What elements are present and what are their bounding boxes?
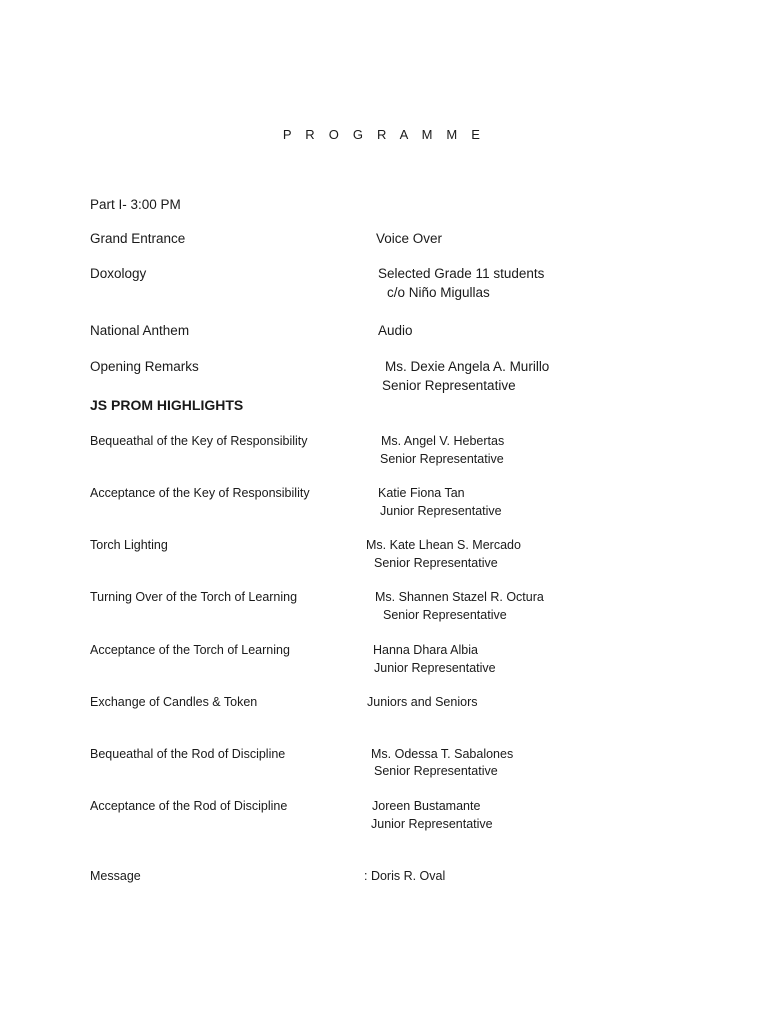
section-heading: JS PROM HIGHLIGHTS <box>90 397 244 413</box>
highlight-item-event: Message <box>90 869 141 883</box>
highlight-item-presenter: Juniors and Seniors <box>367 695 478 709</box>
programme-title: P R O G R A M M E <box>282 127 486 142</box>
highlight-item-presenter: Katie Fiona Tan <box>378 486 465 500</box>
program-item-event: Grand Entrance <box>90 231 186 246</box>
highlight-item-presenter: Joreen Bustamante <box>372 799 481 813</box>
highlight-item-presenter: Ms. Kate Lhean S. Mercado <box>366 538 521 552</box>
highlight-item-event: Bequeathal of the Rod of Discipline <box>90 747 286 761</box>
highlight-item-presenter: Ms. Angel V. Hebertas <box>381 434 505 448</box>
highlight-item-role: Senior Representative <box>374 764 498 778</box>
highlight-item-event: Acceptance of the Key of Responsibility <box>90 486 310 500</box>
highlight-item-event: Acceptance of the Torch of Learning <box>90 643 290 657</box>
highlight-item-presenter: : Doris R. Oval <box>364 869 446 883</box>
program-item-presenter: Ms. Dexie Angela A. Murillo <box>385 359 550 374</box>
program-item-presenter-role: Senior Representative <box>382 378 516 393</box>
highlight-item-event: Torch Lighting <box>90 538 168 552</box>
program-item-event: National Anthem <box>90 323 190 338</box>
program-item-event: Doxology <box>90 266 147 281</box>
highlight-item-role: Junior Representative <box>374 661 496 675</box>
highlight-item-event: Acceptance of the Rod of Discipline <box>90 799 288 813</box>
program-item-presenter: Selected Grade 11 students <box>378 266 545 281</box>
program-item-presenter: Voice Over <box>376 231 443 246</box>
highlight-item-event: Turning Over of the Torch of Learning <box>90 590 298 604</box>
highlight-item-event: Exchange of Candles & Token <box>90 695 258 709</box>
program-item-presenter: Audio <box>378 323 413 338</box>
highlight-item-role: Senior Representative <box>383 608 507 622</box>
highlight-item-role: Senior Representative <box>380 452 504 466</box>
program-item-event: Opening Remarks <box>90 359 199 374</box>
highlight-item-role: Junior Representative <box>380 504 502 518</box>
part-heading: Part I- 3:00 PM <box>90 197 181 212</box>
highlight-item-role: Senior Representative <box>374 556 498 570</box>
highlight-item-presenter: Ms. Odessa T. Sabalones <box>371 747 514 761</box>
highlight-item-event: Bequeathal of the Key of Responsibility <box>90 434 308 448</box>
highlight-item-presenter: Hanna Dhara Albia <box>373 643 478 657</box>
highlight-item-role: Junior Representative <box>371 817 493 831</box>
highlight-item-presenter: Ms. Shannen Stazel R. Octura <box>375 590 544 604</box>
program-item-presenter-note: c/o Niño Migullas <box>387 285 490 300</box>
